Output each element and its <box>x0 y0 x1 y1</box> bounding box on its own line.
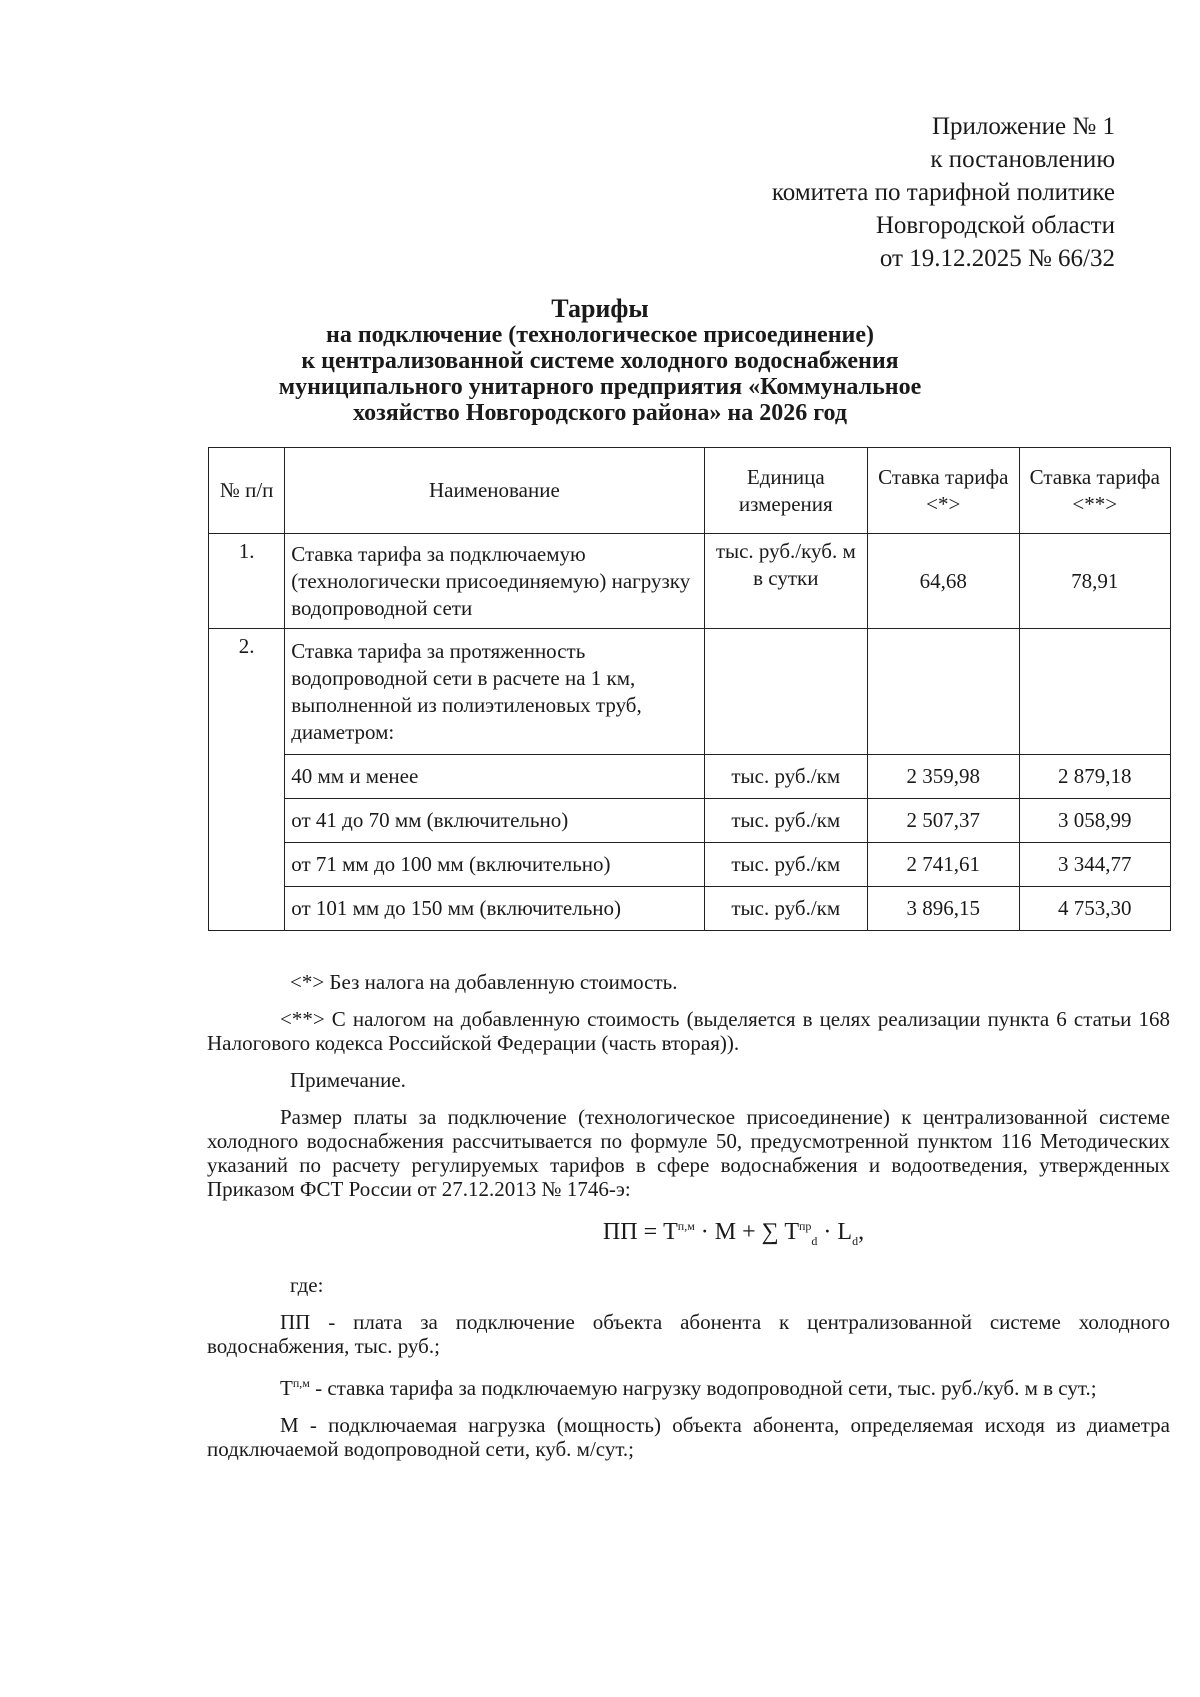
notes-section <box>207 970 1170 1474</box>
subrow-rate-with-vat: 4 753,30 <box>1019 887 1171 931</box>
header-rate-with-vat: Ставка тарифа <**> <box>1019 448 1171 534</box>
row-unit: тыс. руб./куб. м в сутки <box>704 534 868 629</box>
definition-t-text: - ставка тарифа за подключаемую нагрузку водопроводной сети, тыс. руб./куб. м в сут.; <box>309 1375 1097 1400</box>
definition-m: М - подключаемая нагрузка (мощность) объекта абонента, определяемая исходя из диаметра подключаемой водопроводной сети, куб. м/сут.; <box>207 1412 1170 1461</box>
subrow-unit: тыс. руб./км <box>704 755 868 799</box>
formula-sub: d <box>811 1233 818 1248</box>
row-num: 2. <box>209 629 285 931</box>
formula-lhs: ПП = Т <box>602 1219 678 1245</box>
appendix-line: к постановлению <box>930 146 1115 173</box>
table-row <box>209 629 1171 755</box>
document-title <box>0 296 1200 426</box>
row-name: Ставка тарифа за протяженность водопроводной сети в расчете на 1 км, выполненной из полиэтиленовых труб, диаметром: <box>285 629 704 755</box>
note-heading: Примечание. <box>290 1068 406 1092</box>
formula-mid: · M + ∑ T <box>694 1219 799 1245</box>
definition-pp: ПП - плата за подключение объекта абонента к централизованной системе холодного водоснабжения, тыс. руб.; <box>207 1309 1170 1358</box>
table-subrow <box>209 799 1171 843</box>
definition-t-symbol: Т <box>280 1375 293 1400</box>
table-header-row <box>209 448 1171 534</box>
header-num: № п/п <box>209 448 285 534</box>
table-subrow <box>209 887 1171 931</box>
footnote-with-vat: <**> С налогом на добавленную стоимость (выделяется в целях реализации пункта 6 статьи 168 Налогового кодекса Российской Федерации (часть вторая)). <box>207 1007 1170 1055</box>
appendix-line: Приложение № 1 <box>931 113 1115 140</box>
subrow-name: от 71 мм до 100 мм (включительно) <box>285 843 704 887</box>
title-line: к централизованной системе холодного водоснабжения <box>301 348 899 374</box>
appendix-line: Новгородской области <box>875 212 1115 239</box>
subrow-name: от 101 мм до 150 мм (включительно) <box>285 887 704 931</box>
subrow-rate-with-vat: 2 879,18 <box>1019 755 1171 799</box>
definition-t-sup: п,м <box>292 1375 310 1390</box>
appendix-header <box>772 110 1115 275</box>
subrow-rate-without-vat: 2 507,37 <box>868 799 1019 843</box>
subrow-unit: тыс. руб./км <box>704 887 868 931</box>
subrow-unit: тыс. руб./км <box>704 799 868 843</box>
header-name: Наименование <box>285 448 704 534</box>
subrow-rate-without-vat: 2 359,98 <box>868 755 1019 799</box>
formula-sup: пр <box>799 1219 812 1233</box>
header-rate-without-vat: Ставка тарифа <*> <box>868 448 1019 534</box>
subrow-name: 40 мм и менее <box>285 755 704 799</box>
title-line: муниципального унитарного предприятия «Коммунальное <box>278 374 922 400</box>
subrow-rate-without-vat: 2 741,61 <box>868 843 1019 887</box>
row-unit-empty <box>704 629 868 755</box>
row-rate-without-vat: 64,68 <box>868 534 1019 629</box>
note-paragraph: Размер платы за подключение (технологическое присоединение) к централизованной системе холодного водоснабжения рассчитывается по формуле 50, предусмотренной пунктом 116 Методических указаний по расчету регулируемых тарифов в сфере водоснабжения и водоотведения, утвержденных Приказом ФСТ России от 27.12.2013 № 1746-э: <box>207 1105 1170 1201</box>
appendix-line: от 19.12.2025 № 66/32 <box>879 245 1115 272</box>
formula <box>217 1214 1170 1253</box>
row-rate-empty <box>1019 629 1171 755</box>
table-subrow <box>209 843 1171 887</box>
title-line: на подключение (технологическое присоединение) <box>325 322 874 348</box>
subrow-rate-with-vat: 3 344,77 <box>1019 843 1171 887</box>
subrow-name: от 41 до 70 мм (включительно) <box>285 799 704 843</box>
formula-tail: · L <box>817 1219 853 1245</box>
table-row <box>209 534 1171 629</box>
subrow-rate-without-vat: 3 896,15 <box>868 887 1019 931</box>
table-subrow <box>209 755 1171 799</box>
subrow-unit: тыс. руб./км <box>704 843 868 887</box>
appendix-line: комитета по тарифной политике <box>771 179 1115 206</box>
formula-sup: п,м <box>677 1219 695 1233</box>
definition-t <box>207 1371 1170 1400</box>
title-main: Тарифы <box>551 294 649 323</box>
title-line: хозяйство Новгородского района» на 2026 год <box>353 400 847 426</box>
where-label: где: <box>290 1272 324 1297</box>
tariff-table <box>208 447 1171 931</box>
formula-sub: d <box>852 1233 859 1248</box>
formula-end: , <box>858 1219 865 1245</box>
header-unit: Единица измерения <box>704 448 868 534</box>
row-rate-with-vat: 78,91 <box>1019 534 1171 629</box>
row-name: Ставка тарифа за подключаемую (технологически присоединяемую) нагрузку водопроводной сети <box>285 534 704 629</box>
row-num: 1. <box>209 534 285 629</box>
footnote-without-vat: <*> Без налога на добавленную стоимость. <box>290 970 678 994</box>
subrow-rate-with-vat: 3 058,99 <box>1019 799 1171 843</box>
row-rate-empty <box>868 629 1019 755</box>
